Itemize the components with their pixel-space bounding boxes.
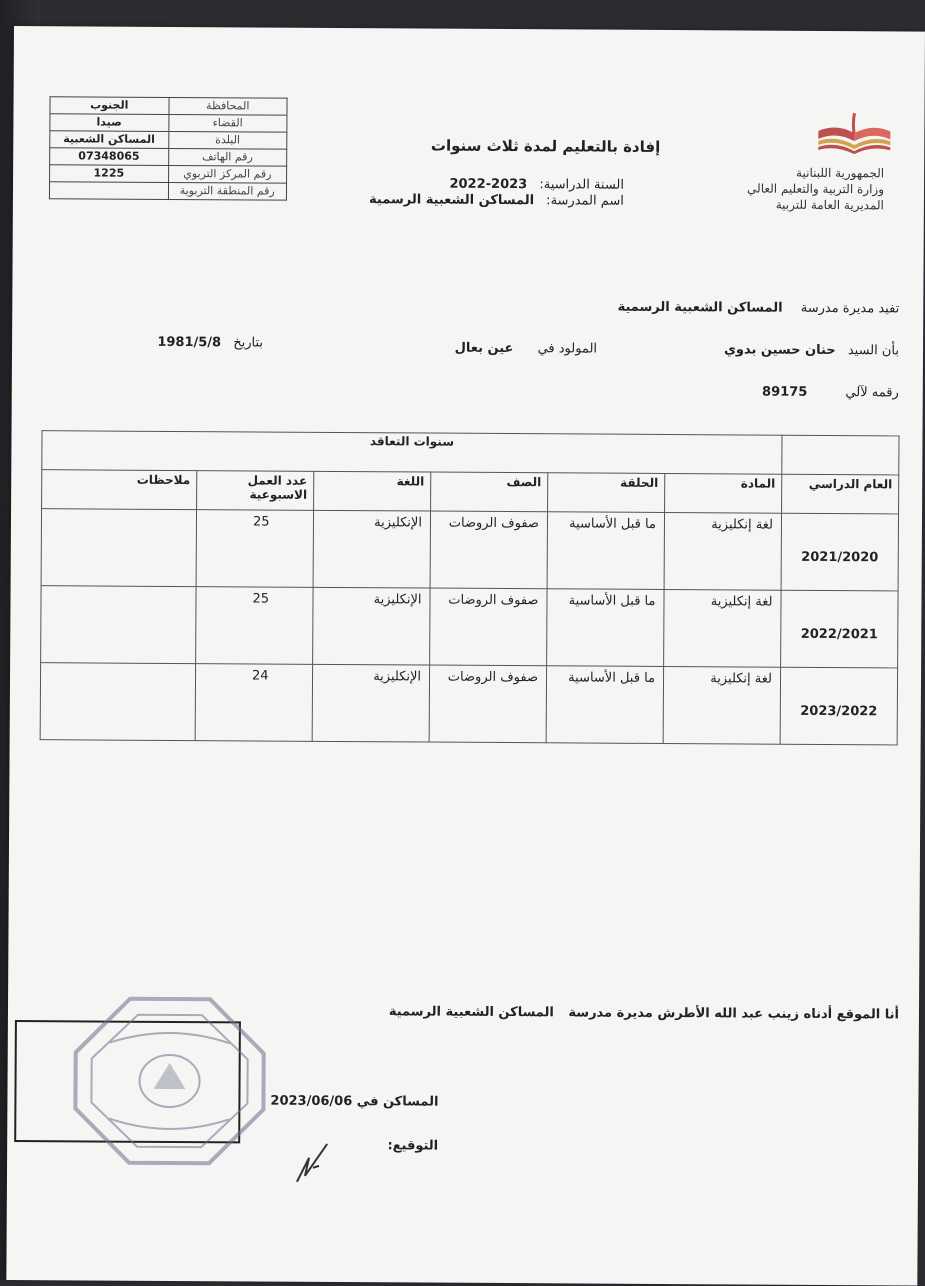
info-row <box>50 97 287 115</box>
table-caption: سنوات التعاقد <box>42 431 782 475</box>
birth-date: 1981/5/8 <box>157 334 222 351</box>
notes-cell <box>40 663 195 741</box>
column-header: العام الدراسي <box>782 474 899 514</box>
person-line <box>716 342 899 358</box>
cycle-cell: ما قبل الأساسية <box>547 512 664 590</box>
class-cell: صفوف الروضات <box>430 511 547 589</box>
declaration-date: 2023/06/06 <box>270 1093 353 1110</box>
column-header: عدد العمل الاسبوعية <box>197 471 314 511</box>
table-row <box>41 586 898 668</box>
id-line <box>754 385 899 401</box>
ministry-header <box>747 164 884 213</box>
declaration-line <box>389 1004 899 1022</box>
table-header-row <box>42 470 899 514</box>
school-info-table <box>49 96 288 200</box>
info-label: القضاء <box>168 114 287 132</box>
year-cell: 2021/2020 <box>781 513 898 591</box>
column-header: الحلقة <box>548 473 665 513</box>
born-label: المولود في <box>537 341 598 357</box>
signature-icon <box>287 1138 357 1188</box>
place-date-line <box>270 1094 438 1110</box>
info-label: رقم المنطقة التربوية <box>168 182 287 200</box>
year-cell: 2023/2022 <box>780 667 897 745</box>
hours-cell: 25 <box>196 510 313 588</box>
school-year-value: 2023-2022 <box>449 176 528 193</box>
birthplace-line <box>447 341 597 357</box>
info-row <box>50 165 287 183</box>
table-row <box>40 663 897 745</box>
column-header: الصف <box>431 472 548 512</box>
id-value: 89175 <box>762 384 808 400</box>
info-row <box>49 182 286 200</box>
info-value: 07348065 <box>50 148 169 166</box>
place-label: المساكن في <box>356 1094 439 1110</box>
info-label: رقم المركز التربوي <box>168 165 287 183</box>
person-name: حنان حسين بدوي <box>723 342 836 359</box>
ministry-logo-icon <box>814 109 894 159</box>
column-header: اللغة <box>314 471 431 511</box>
class-cell: صفوف الروضات <box>430 588 547 666</box>
column-header: ملاحظات <box>42 470 197 510</box>
date-label: بتاريخ <box>233 335 264 351</box>
language-cell: الإنكليزية <box>313 510 430 588</box>
school-name-label: اسم المدرسة: <box>546 193 624 209</box>
school-year-line <box>441 177 624 193</box>
cycle-cell: ما قبل الأساسية <box>547 589 664 667</box>
subject-cell: لغة إنكليزية <box>663 666 780 744</box>
notes-cell <box>41 586 196 664</box>
info-label: رقم الهاتف <box>168 148 287 166</box>
birthdate-line <box>149 335 263 351</box>
subject-cell: لغة إنكليزية <box>664 512 781 590</box>
school-stamp-icon <box>69 992 270 1169</box>
info-value: المساكن الشعبية <box>50 131 169 149</box>
school-name-line <box>361 192 624 209</box>
class-cell: صفوف الروضات <box>429 665 546 743</box>
cycle-cell: ما قبل الأساسية <box>546 666 663 744</box>
language-cell: الإنكليزية <box>312 664 429 742</box>
declaration-school: المساكن الشعبية الرسمية <box>388 1004 554 1021</box>
info-row <box>50 131 287 149</box>
document-page <box>6 26 925 1286</box>
spacer-header <box>782 435 899 475</box>
ministry-line: الجمهورية اللبنانية <box>796 165 885 181</box>
year-cell: 2022/2021 <box>781 590 898 668</box>
ministry-line: المديرية العامة للتربية <box>775 197 884 213</box>
ministry-line: وزارة التربية والتعليم العالي <box>747 181 885 197</box>
info-label: البلدة <box>168 131 287 149</box>
info-value: 1225 <box>50 165 169 183</box>
signature-label: التوقيع: <box>387 1138 439 1154</box>
id-label: رقمه لآلي <box>845 385 899 401</box>
notes-cell <box>41 509 196 587</box>
contract-years-table <box>40 430 900 745</box>
declaration-text: أنا الموقع أدناه زينب عبد الله الأطرش مديرة مدرسة <box>568 1005 900 1023</box>
table-row <box>41 509 898 591</box>
info-value: صيدا <box>50 114 169 132</box>
school-year-label: السنة الدراسية: <box>539 177 625 193</box>
info-value <box>49 182 168 200</box>
director-label: تفيد مديرة مدرسة <box>800 300 900 317</box>
info-row <box>50 148 287 166</box>
born-place: عين بعال <box>454 340 514 357</box>
subject-cell: لغة إنكليزية <box>664 589 781 667</box>
info-value: الجنوب <box>50 97 169 115</box>
hours-cell: 24 <box>195 664 312 742</box>
director-school: المساكن الشعبية الرسمية <box>617 299 783 316</box>
document-title: إفادة بالتعليم لمدة ثلاث سنوات <box>430 136 661 156</box>
column-header: المادة <box>665 473 782 513</box>
person-label: بأن السيد <box>847 343 900 359</box>
info-row <box>50 114 287 132</box>
info-label: المحافظة <box>168 97 287 115</box>
language-cell: الإنكليزية <box>313 587 430 665</box>
hours-cell: 25 <box>196 587 313 665</box>
school-name-value: المساكن الشعبية الرسمية <box>369 192 535 209</box>
director-line <box>610 300 900 317</box>
